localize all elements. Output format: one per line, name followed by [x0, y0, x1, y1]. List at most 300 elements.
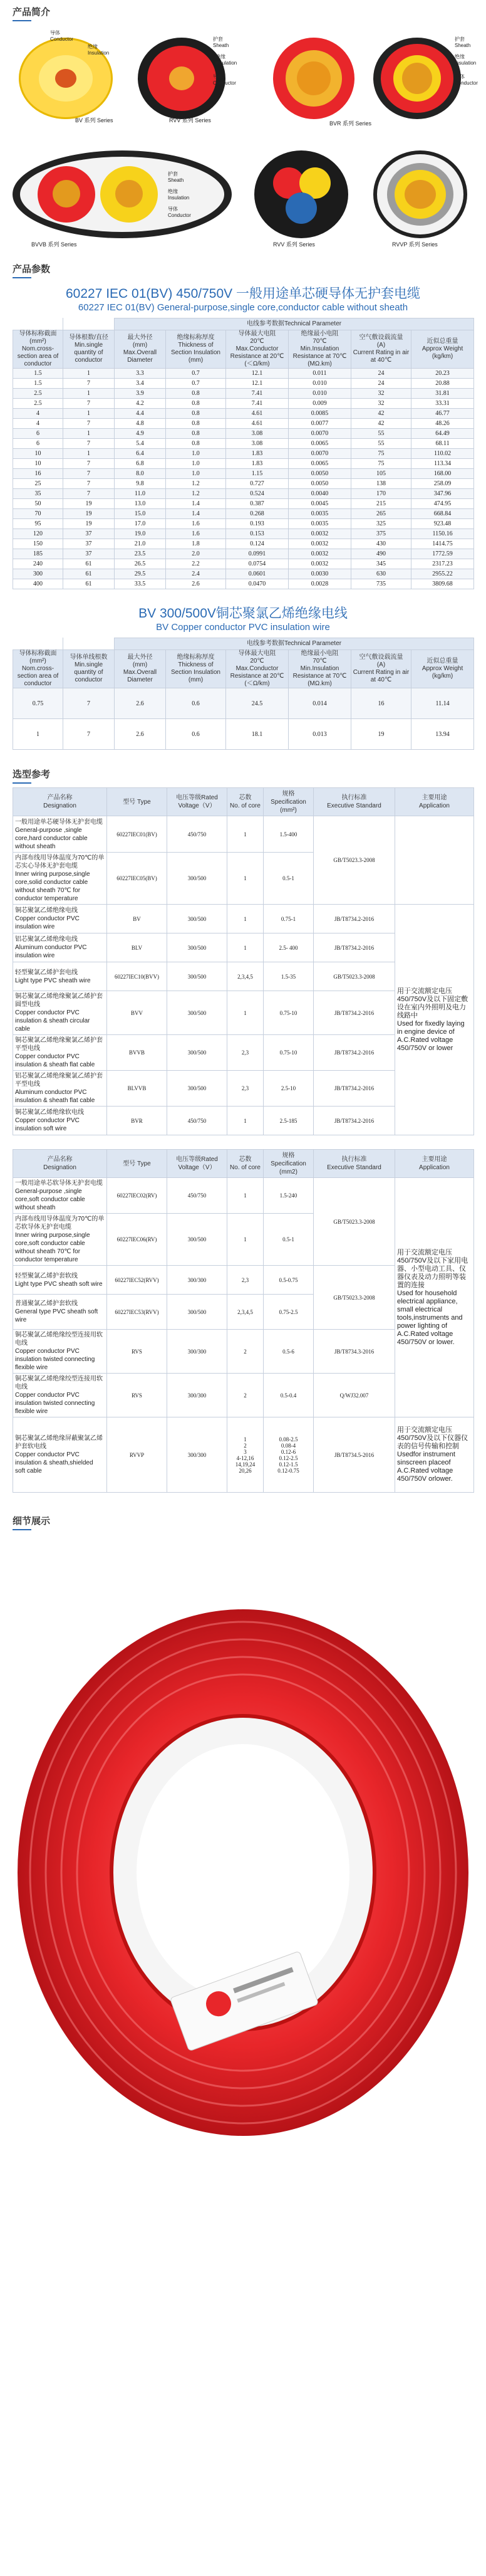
- table1-header-row: [13, 330, 474, 369]
- standard-cell: GB/T5023.3-2008: [314, 816, 395, 905]
- table-bv-450-750: [13, 318, 474, 589]
- table-cell: 300: [13, 569, 63, 579]
- series-label: RVVP 系列 Series: [392, 241, 438, 248]
- voltage-cell: 450/750: [167, 816, 227, 853]
- cores-cell: 1: [227, 1107, 264, 1135]
- table-cell: 7: [63, 439, 115, 449]
- table1-col-header: 绝缘标称厚度 Thickness of Section Insulation (mm): [166, 330, 226, 369]
- standard-cell: JB/T8734.2-2016: [314, 905, 395, 933]
- table1-col-header: 近似总重量 Approx Weight (kg/km): [411, 330, 474, 369]
- standard-cell: JB/T8734.3-2016: [314, 1330, 395, 1374]
- table-cell: 490: [351, 549, 411, 559]
- table-cell: 0.009: [289, 399, 351, 409]
- table-cell: 4.61: [226, 409, 289, 419]
- section-title: 细节展示: [13, 1514, 50, 1529]
- table-cell: 55: [351, 429, 411, 439]
- table-cell: 24: [351, 379, 411, 389]
- table-cell: 1.0: [166, 449, 226, 459]
- table4-col-header: 执行标准 Executive Standard: [314, 1150, 395, 1178]
- table-cell: 24.5: [226, 688, 289, 719]
- table-cell: 347.96: [411, 489, 474, 499]
- voltage-cell: 300/500: [167, 991, 227, 1035]
- cores-cell: 1 2 3 4-12,16 14,19,24 20,26: [227, 1417, 264, 1493]
- table-row: [13, 559, 474, 569]
- spec-cell: 0.5-0.75: [264, 1266, 314, 1295]
- type-cell: BV: [107, 905, 167, 933]
- table-cell: 26.5: [115, 559, 166, 569]
- type-cell: 60227IEC52(RVV): [107, 1266, 167, 1295]
- table-cell: 21.0: [115, 539, 166, 549]
- table-cell: 20.88: [411, 379, 474, 389]
- table-row: [13, 816, 474, 853]
- section-header-detail: [0, 1509, 486, 1534]
- table-row: [13, 499, 474, 509]
- type-cell: 60227IEC53(RVV): [107, 1295, 167, 1330]
- table-cell: 4.9: [115, 429, 166, 439]
- table-cell: 0.011: [289, 369, 351, 379]
- table-row: [13, 419, 474, 429]
- series-label: RVV 系列 Series: [169, 117, 211, 124]
- series-label: BVR 系列 Series: [329, 120, 372, 127]
- table-cell: 95: [13, 519, 63, 529]
- table-cell: 0.387: [226, 499, 289, 509]
- table2-group-header: 电线参考数据Technical Parameter: [115, 638, 474, 650]
- designation-cell: 内部布线用导体温度为70℃的单芯实心导体无护套电缆 Inner wiring purpose,single core,solid conductor cable without sheath 70℃ for conductor temperature: [13, 853, 107, 905]
- cores-cell: 2,3,4,5: [227, 1295, 264, 1330]
- table-row: [13, 688, 474, 719]
- table-cell: 1.15: [226, 469, 289, 479]
- section-header-intro: [0, 0, 486, 25]
- table-cell: 185: [13, 549, 63, 559]
- voltage-cell: 300/300: [167, 1266, 227, 1295]
- table-cell: 46.77: [411, 409, 474, 419]
- table-cell: 2.6: [115, 719, 166, 750]
- table-cell: 24: [351, 369, 411, 379]
- voltage-cell: 300/500: [167, 1035, 227, 1071]
- voltage-cell: 300/500: [167, 905, 227, 933]
- designation-cell: 铝芯聚氯乙烯绝缘聚氯乙烯护套平型电线 Aluminum conductor PVC insulation & sheath flat cable: [13, 1071, 107, 1107]
- table-row: [13, 539, 474, 549]
- cores-cell: 2,3: [227, 1266, 264, 1295]
- table-cell: 345: [351, 559, 411, 569]
- cores-cell: 1: [227, 991, 264, 1035]
- standard-cell: JB/T8734.2-2016: [314, 1035, 395, 1071]
- table-cell: 375: [351, 529, 411, 539]
- type-cell: 60227IEC05(BV): [107, 853, 167, 905]
- table-cell: 0.8: [166, 399, 226, 409]
- table-cell: 168.00: [411, 469, 474, 479]
- spec-cell: 0.75-10: [264, 991, 314, 1035]
- standard-cell: JB/T8734.2-2016: [314, 1071, 395, 1107]
- table-cell: 1150.16: [411, 529, 474, 539]
- table-cell: 4.61: [226, 419, 289, 429]
- product-intro: [13, 25, 478, 257]
- table-cell: 19: [63, 499, 115, 509]
- designation-cell: 铜芯聚氯乙烯绝缘软电线 Copper conductor PVC insulation soft wire: [13, 1107, 107, 1135]
- table-cell: 6.4: [115, 449, 166, 459]
- table-cell: 3809.68: [411, 579, 474, 589]
- spec-cell: 0.08-2.5 0.08-4 0.12-6 0.12-2.5 0.12-1.5 0.12-0.75: [264, 1417, 314, 1493]
- type-cell: 60227IEC01(BV): [107, 816, 167, 853]
- table-cell: 1: [63, 429, 115, 439]
- table-cell: 3.3: [115, 369, 166, 379]
- type-cell: RVVP: [107, 1417, 167, 1493]
- voltage-cell: 450/750: [167, 1178, 227, 1214]
- table-cell: 32: [351, 399, 411, 409]
- table1-body: [13, 369, 474, 589]
- table-cell: 3.08: [226, 429, 289, 439]
- table-cell: 2.2: [166, 559, 226, 569]
- table-row: [13, 579, 474, 589]
- spec-cell: 1.5-400: [264, 816, 314, 853]
- table-cell: 1.5: [13, 369, 63, 379]
- table-cell: 1.5: [13, 379, 63, 389]
- table-cell: 120: [13, 529, 63, 539]
- table-cell: 61: [63, 559, 115, 569]
- cores-cell: 2: [227, 1330, 264, 1374]
- table-cell: 19: [63, 509, 115, 519]
- table-cell: 265: [351, 509, 411, 519]
- table-cell: 0.0077: [289, 419, 351, 429]
- table1-col-header: 空气敷设载流量 (A) Current Rating in air at 40℃: [351, 330, 411, 369]
- table2-col-header: 绝缘标称厚度 Thickness of Section Insulation (mm): [166, 650, 226, 688]
- cores-cell: 1: [227, 853, 264, 905]
- designation-cell: 轻型聚氯乙烯护套软线 Light type PVC sheath soft wire: [13, 1266, 107, 1295]
- table2-header-row: [13, 650, 474, 688]
- table-cell: 0.153: [226, 529, 289, 539]
- application-cell: 用于交流额定电压450/750V及以下固定敷设在室内外照明及电力线路中 Used for fixedly laying in engine device of A.C.Rated voltage 450/750V or lower: [395, 905, 474, 1135]
- standard-cell: GB/T5023.3-2008: [314, 962, 395, 991]
- spec-cell: 0.5-6: [264, 1330, 314, 1374]
- table-cell: 0.8: [166, 409, 226, 419]
- table-cell: 0.0028: [289, 579, 351, 589]
- table-cell: 4.2: [115, 399, 166, 409]
- table-cell: 1.2: [166, 479, 226, 489]
- table-row: [13, 379, 474, 389]
- table-cell: 0.010: [289, 389, 351, 399]
- table-selection-soft: [13, 1149, 474, 1493]
- table-cell: 2955.22: [411, 569, 474, 579]
- table-cell: 0.0040: [289, 489, 351, 499]
- table-cell: 240: [13, 559, 63, 569]
- table-cell: 2.0: [166, 549, 226, 559]
- table-cell: 64.49: [411, 429, 474, 439]
- table-cell: 19.0: [115, 529, 166, 539]
- table-row: [13, 549, 474, 559]
- table2-col-header: 近似总重量 Approx Weight (kg/km): [411, 650, 474, 688]
- table1-col-header: 导体最大电阻 20℃ Max.Conductor Resistance at 20℃ (＜Ω/km): [226, 330, 289, 369]
- table-cell: 0.268: [226, 509, 289, 519]
- table4-col-header: 型号 Type: [107, 1150, 167, 1178]
- table4-col-header: 芯数 No. of core: [227, 1150, 264, 1178]
- standard-cell: JB/T8734.2-2016: [314, 991, 395, 1035]
- section-title: 选型参考: [13, 767, 50, 782]
- table-cell: 258.09: [411, 479, 474, 489]
- section-header-selection: [0, 762, 486, 787]
- table-cell: 10: [13, 459, 63, 469]
- voltage-cell: 300/300: [167, 1417, 227, 1493]
- table-cell: 50: [13, 499, 63, 509]
- table-row: [13, 409, 474, 419]
- table-cell: 15.0: [115, 509, 166, 519]
- table-cell: 16: [13, 469, 63, 479]
- designation-cell: 铜芯聚氯乙烯绝缘绞型连接用软电线 Copper conductor PVC insulation twisted connecting flexible wire: [13, 1374, 107, 1417]
- table-cell: 400: [13, 579, 63, 589]
- table-cell: 0.0070: [289, 449, 351, 459]
- table-row: [13, 519, 474, 529]
- table-cell: 33.31: [411, 399, 474, 409]
- table1-group-header: 电线参考数据Technical Parameter: [115, 318, 474, 330]
- voltage-cell: 300/300: [167, 1330, 227, 1374]
- table-cell: 10: [13, 449, 63, 459]
- table-cell: 1.2: [166, 489, 226, 499]
- table-cell: 7.41: [226, 399, 289, 409]
- table-cell: 3.4: [115, 379, 166, 389]
- table-cell: 0.0050: [289, 469, 351, 479]
- table-cell: 0.8: [166, 429, 226, 439]
- table-cell: 7.41: [226, 389, 289, 399]
- standard-cell: JB/T8734.2-2016: [314, 1107, 395, 1135]
- table-bv-300-500: [13, 638, 474, 750]
- table-cell: 0.0754: [226, 559, 289, 569]
- table-cell: 150: [13, 539, 63, 549]
- spec-cell: 0.75-1: [264, 905, 314, 933]
- table-cell: 0.124: [226, 539, 289, 549]
- table-row: [13, 1178, 474, 1214]
- table-cell: 1: [63, 409, 115, 419]
- table-cell: 19: [351, 719, 411, 750]
- table-cell: 61: [63, 569, 115, 579]
- table4-col-header: 电压等级Rated Voltage（V）: [167, 1150, 227, 1178]
- application-cell: [395, 816, 474, 905]
- cores-cell: 1: [227, 905, 264, 933]
- table-cell: 0.0065: [289, 459, 351, 469]
- table-cell: 215: [351, 499, 411, 509]
- voltage-cell: 300/300: [167, 1374, 227, 1417]
- type-cell: RVS: [107, 1330, 167, 1374]
- table1-col-header: 导体根数/直径 Min.single quantity of conductor: [63, 330, 115, 369]
- designation-cell: 铜芯聚氯乙烯绝缘聚氯乙烯护套平型电线 Copper conductor PVC insulation & sheath flat cable: [13, 1035, 107, 1071]
- table3-col-header: 规格 Specification (mm²): [264, 788, 314, 816]
- table-cell: 668.84: [411, 509, 474, 519]
- table-cell: 6.8: [115, 459, 166, 469]
- spec-cell: 2.5- 400: [264, 933, 314, 962]
- table-cell: 11.14: [411, 688, 474, 719]
- standard-cell: GB/T5023.3-2008: [314, 1266, 395, 1330]
- table3-header-row: [13, 788, 474, 816]
- table-row: [13, 569, 474, 579]
- table-cell: 2.4: [166, 569, 226, 579]
- type-cell: 60227IEC02(RV): [107, 1178, 167, 1214]
- table-row: [13, 429, 474, 439]
- standard-cell: GB/T5023.3-2008: [314, 1178, 395, 1266]
- designation-cell: 内部布线用导体温度为70℃的单芯软导体无护套电缆 Inner wiring purpose,single core,soft conductor cable without sheath 70℃ for conductor temperature: [13, 1214, 107, 1266]
- series-label: BV 系列 Series: [75, 117, 113, 124]
- table-cell: 105: [351, 469, 411, 479]
- table-cell: 0.0065: [289, 439, 351, 449]
- table-cell: 75: [351, 449, 411, 459]
- table-cell: 12.1: [226, 369, 289, 379]
- table-cell: 11.0: [115, 489, 166, 499]
- spec-cell: 0.75-10: [264, 1035, 314, 1071]
- spec-cell: 0.75-2.5: [264, 1295, 314, 1330]
- table-cell: 0.0050: [289, 479, 351, 489]
- table-cell: 42: [351, 409, 411, 419]
- table-cell: 1414.75: [411, 539, 474, 549]
- section-title: 产品参数: [13, 262, 50, 277]
- cores-cell: 2,3: [227, 1071, 264, 1107]
- spec-cell: 0.5-0.4: [264, 1374, 314, 1417]
- table-cell: 25: [13, 479, 63, 489]
- voltage-cell: 300/500: [167, 1071, 227, 1107]
- section-title: 产品简介: [13, 5, 50, 20]
- table-cell: 0.0470: [226, 579, 289, 589]
- spec-cell: 2.5-185: [264, 1107, 314, 1135]
- table1-title: 60227 IEC 01(BV) 450/750V 一般用途单芯硬导体无护套电缆 60227 IEC 01(BV) General-purpose,single core,conductor cable without sheath: [65, 287, 420, 313]
- table-cell: 37: [63, 549, 115, 559]
- table-cell: 0.0032: [289, 559, 351, 569]
- table-cell: 6: [13, 429, 63, 439]
- designation-cell: 铝芯聚氯乙烯绝缘电线 Aluminum conductor PVC insulation wire: [13, 933, 107, 962]
- table2-col-header: 空气敷设载流量 (A) Current Rating in air at 40℃: [351, 650, 411, 688]
- table-row: [13, 479, 474, 489]
- table-cell: 2317.23: [411, 559, 474, 569]
- table3-col-header: 产品名称 Designation: [13, 788, 107, 816]
- table-cell: 0.8: [166, 389, 226, 399]
- table-cell: 70: [13, 509, 63, 519]
- table-cell: 735: [351, 579, 411, 589]
- table3-col-header: 电压等级Rated Voltage（V）: [167, 788, 227, 816]
- type-cell: BVV: [107, 991, 167, 1035]
- cores-cell: 2,3,4,5: [227, 962, 264, 991]
- table2-col-header: 导体单线根数 Min.single quantity of conductor: [63, 650, 115, 688]
- designation-cell: 普通聚氯乙烯护套软线 General type PVC sheath soft wire: [13, 1295, 107, 1330]
- table-cell: 0.6: [166, 688, 226, 719]
- designation-cell: 铜芯聚氯乙烯绝缘电线 Copper conductor PVC insulation wire: [13, 905, 107, 933]
- standard-cell: Q/WJ32.007: [314, 1374, 395, 1417]
- table-cell: 0.6: [166, 719, 226, 750]
- table-cell: 113.34: [411, 459, 474, 469]
- table1-col-header: 最大外径 (mm) Max.Overall Diameter: [115, 330, 166, 369]
- table-cell: 0.0030: [289, 569, 351, 579]
- table-cell: 29.5: [115, 569, 166, 579]
- table-cell: 13.94: [411, 719, 474, 750]
- spec-cell: 1.5-240: [264, 1178, 314, 1214]
- table-cell: 170: [351, 489, 411, 499]
- table-cell: 0.0085: [289, 409, 351, 419]
- card-bvvb: 护套 Sheath 绝缘 Insulation 导体 Conductor BVVB 系列 Series: [13, 141, 238, 244]
- table2-col-header: 绝缘最小电阻 70℃ Min.Insulation Resistance at 70℃ (MΩ.km): [289, 650, 351, 688]
- table-cell: 61: [63, 579, 115, 589]
- red-cable-coil-image: [13, 1534, 473, 2192]
- table-cell: 1.6: [166, 519, 226, 529]
- table-cell: 23.5: [115, 549, 166, 559]
- table-row: [13, 399, 474, 409]
- card-bv: 绝缘 Insulation 导体 Conductor BV 系列 Series 护套 Sheath 绝缘 Insulation 导体 Conductor RVV 系列 Series: [13, 25, 238, 129]
- designation-cell: 铜芯聚氯乙烯绝缘聚氯乙烯护套圆型电线 Copper conductor PVC insulation & sheath circular cable: [13, 991, 107, 1035]
- table3-col-header: 执行标准 Executive Standard: [314, 788, 395, 816]
- table-cell: 7: [63, 489, 115, 499]
- table-cell: 75: [351, 459, 411, 469]
- table-cell: 2.5: [13, 399, 63, 409]
- table-cell: 1.0: [166, 459, 226, 469]
- spec-cell: 2.5-10: [264, 1071, 314, 1107]
- table-cell: 19: [63, 519, 115, 529]
- table-cell: 0.75: [13, 688, 63, 719]
- table4-col-header: 规格 Specification (mm2): [264, 1150, 314, 1178]
- spec-cell: 1.5-35: [264, 962, 314, 991]
- table-cell: 18.1: [226, 719, 289, 750]
- table-cell: 17.0: [115, 519, 166, 529]
- voltage-cell: 300/500: [167, 1295, 227, 1330]
- table2-col-header: 最大外径 (mm) Max.Overall Diameter: [115, 650, 166, 688]
- table-cell: 0.0070: [289, 429, 351, 439]
- table-cell: 0.7: [166, 379, 226, 389]
- table-cell: 7: [63, 469, 115, 479]
- table-row: [13, 905, 474, 933]
- voltage-cell: 300/500: [167, 1214, 227, 1266]
- application-cell: 用于交流额定电压450/750V及以下仪器仪表的信号传输和控制 Usedfor instrument sinscreen placeof A.C.Rated voltage 450/750V orlower.: [395, 1417, 474, 1493]
- voltage-cell: 300/500: [167, 853, 227, 905]
- table-cell: 1772.59: [411, 549, 474, 559]
- table-cell: 0.727: [226, 479, 289, 489]
- series-label: BVVB 系列 Series: [31, 241, 77, 248]
- table-cell: 7: [63, 479, 115, 489]
- table-cell: 4: [13, 419, 63, 429]
- table-cell: 1: [13, 719, 63, 750]
- table4-body: [13, 1178, 474, 1493]
- table-cell: 42: [351, 419, 411, 429]
- table4-col-header: 主要用途 Application: [395, 1150, 474, 1178]
- table-cell: 12.1: [226, 379, 289, 389]
- table-cell: 1.6: [166, 529, 226, 539]
- table-cell: 1.83: [226, 449, 289, 459]
- table-cell: 13.0: [115, 499, 166, 509]
- voltage-cell: 300/500: [167, 962, 227, 991]
- table-cell: 16: [351, 688, 411, 719]
- table-row: [13, 489, 474, 499]
- cores-cell: 1: [227, 1178, 264, 1214]
- table-cell: 0.524: [226, 489, 289, 499]
- type-cell: BVR: [107, 1107, 167, 1135]
- table-cell: 7: [63, 379, 115, 389]
- table-cell: 37: [63, 539, 115, 549]
- table-cell: 5.4: [115, 439, 166, 449]
- designation-cell: 一般用途单芯软导体无护套电缆 General-purpose ,single core,soft conductor cable without sheath: [13, 1178, 107, 1214]
- cores-cell: 1: [227, 1214, 264, 1266]
- table-cell: 923.48: [411, 519, 474, 529]
- table-cell: 430: [351, 539, 411, 549]
- table1-col-header: 导体标称截面(mm²) Nom.cross-section area of conductor: [13, 330, 63, 369]
- table4-header-row: [13, 1150, 474, 1178]
- table-row: [13, 719, 474, 750]
- table1-col-header: 绝缘最小电阻 70℃ Min.Insulation Resistance at 70℃ (MΩ.km): [289, 330, 351, 369]
- table-cell: 630: [351, 569, 411, 579]
- table2-col-header: 导体最大电阻 20℃ Max.Conductor Resistance at 20℃ (＜Ω/km): [226, 650, 289, 688]
- designation-cell: 铜芯聚氯乙烯绝缘屏蔽聚氯乙烯护套软电线 Copper conductor PVC insulation & sheath,shielded soft cable: [13, 1417, 107, 1493]
- designation-cell: 轻型聚氯乙烯护套电线 Light type PVC sheath wire: [13, 962, 107, 991]
- section-header-params: [0, 257, 486, 282]
- type-cell: RVS: [107, 1374, 167, 1417]
- table-row: [13, 509, 474, 519]
- table-cell: 325: [351, 519, 411, 529]
- table-cell: 31.81: [411, 389, 474, 399]
- table-cell: 4.4: [115, 409, 166, 419]
- table3-col-header: 型号 Type: [107, 788, 167, 816]
- spec-cell: 0.5-1: [264, 853, 314, 905]
- table-cell: 1: [63, 389, 115, 399]
- table-cell: 2.6: [166, 579, 226, 589]
